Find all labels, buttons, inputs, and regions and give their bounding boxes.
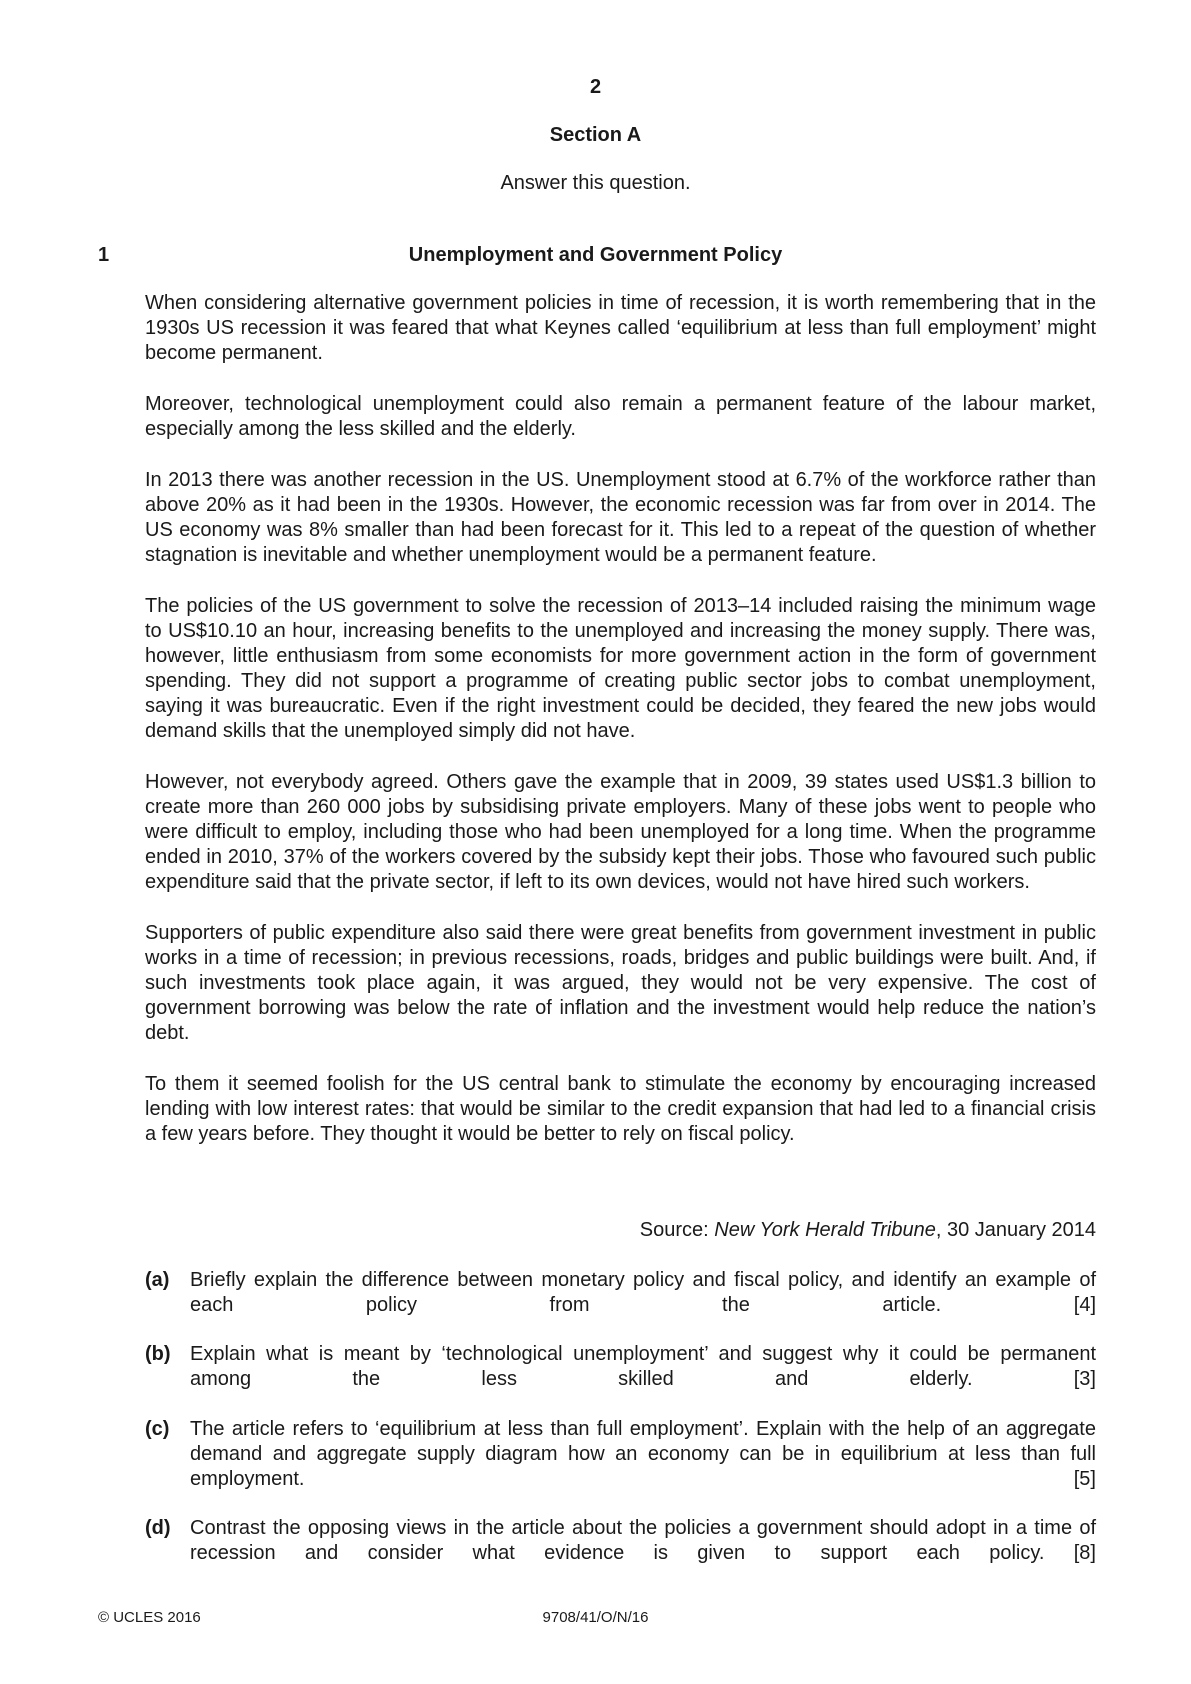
- footer-code: 9708/41/O/N/16: [542, 1609, 649, 1626]
- subquestion-label: (b): [145, 1343, 171, 1365]
- article-paragraph: Moreover, technological unemployment could also remain a permanent feature of the labour market, especially among the less skilled and the elderly.: [145, 393, 1096, 440]
- subquestion-d: [145, 1516, 1096, 1566]
- marks: [4]: [1073, 1294, 1097, 1316]
- question-title: Unemployment and Government Policy: [408, 244, 783, 266]
- page-number: 2: [589, 76, 602, 98]
- question-number: 1: [98, 244, 110, 266]
- article-paragraph: When considering alternative government policies in time of recession, it is worth remembering that in the 1930s US recession it was feared that what Keynes called ‘equilibrium at less than full employment’ might become permanent.: [145, 292, 1096, 364]
- article-paragraph: The policies of the US government to solve the recession of 2013–14 included raising the minimum wage to US$10.10 an hour, increasing benefits to the unemployed and increasing the money supply. There was, however, little enthusiasm from some economists for more government action in the form of government spending. They did not support a programme of creating public sector jobs to combat unemployment, saying it was bureaucratic. Even if the right investment could be decided, they feared the new jobs would demand skills that the unemployed simply did not have.: [145, 595, 1096, 742]
- source-citation: [145, 1219, 1096, 1242]
- subquestion-c: [145, 1417, 1096, 1492]
- article-paragraph: However, not everybody agreed. Others gave the example that in 2009, 39 states used US$1.3 billion to create more than 260 000 jobs by subsidising private employers. Many of these jobs went to people who were difficult to employ, including those who had been unemployed for a long time. When the programme ended in 2010, 37% of the workers covered by the subsidy kept their jobs. Those who favoured such public expenditure said that the private sector, if left to its own devices, would not have hired such workers.: [145, 771, 1096, 893]
- source-prefix: Source:: [639, 1219, 715, 1241]
- source-publication: New York Herald Tribune: [714, 1219, 936, 1241]
- subquestion-text: Briefly explain the difference between monetary policy and fiscal policy, and identify an example of each policy from the article.: [190, 1269, 1096, 1316]
- subquestion-text: Contrast the opposing views in the article about the policies a government should adopt in a time of recession and consider what evidence is given to support each policy.: [190, 1517, 1096, 1564]
- section-title: Section A: [549, 124, 642, 146]
- subquestion-label: (c): [145, 1418, 170, 1440]
- subquestion-a: [145, 1268, 1096, 1318]
- article-paragraph: Supporters of public expenditure also said there were great benefits from government investment in public works in a time of recession; in previous recessions, roads, bridges and public buildings were built. And, if such investments took place again, it was argued, they would not be very expensive. The cost of government borrowing was below the rate of inflation and the investment would help reduce the nation’s debt.: [145, 922, 1096, 1044]
- marks: [3]: [1073, 1368, 1096, 1390]
- subquestion-label: (a): [145, 1269, 170, 1291]
- subquestion-text: Explain what is meant by ‘technological unemployment’ and suggest why it could be permanent among the less skilled and elderly.: [190, 1343, 1096, 1390]
- footer-copyright: © UCLES 2016: [98, 1609, 201, 1626]
- source-date: , 30 January 2014: [935, 1219, 1096, 1241]
- subquestion-text: The article refers to ‘equilibrium at less than full employment’. Explain with the help of an aggregate demand and aggregate supply diagram how an economy can be in equilibrium at less than full employment.: [190, 1418, 1096, 1490]
- instruction-text: Answer this question.: [500, 172, 691, 194]
- article-paragraph: To them it seemed foolish for the US central bank to stimulate the economy by encouraging increased lending with low interest rates: that would be similar to the credit expansion that had led to a financial crisis a few years before. They thought it would be better to rely on fiscal policy.: [145, 1073, 1096, 1145]
- marks: [5]: [1073, 1468, 1096, 1490]
- subquestion-b: [145, 1342, 1096, 1392]
- subquestion-label: (d): [145, 1517, 171, 1539]
- article-paragraph: In 2013 there was another recession in the US. Unemployment stood at 6.7% of the workforce rather than above 20% as it had been in the 1930s. However, the economic recession was far from over in 2014. The US economy was 8% smaller than had been forecast for it. This led to a repeat of the question of whether stagnation is inevitable and whether unemployment would be a permanent feature.: [145, 469, 1096, 566]
- article-body: [145, 291, 1096, 1173]
- marks: [8]: [1073, 1542, 1096, 1564]
